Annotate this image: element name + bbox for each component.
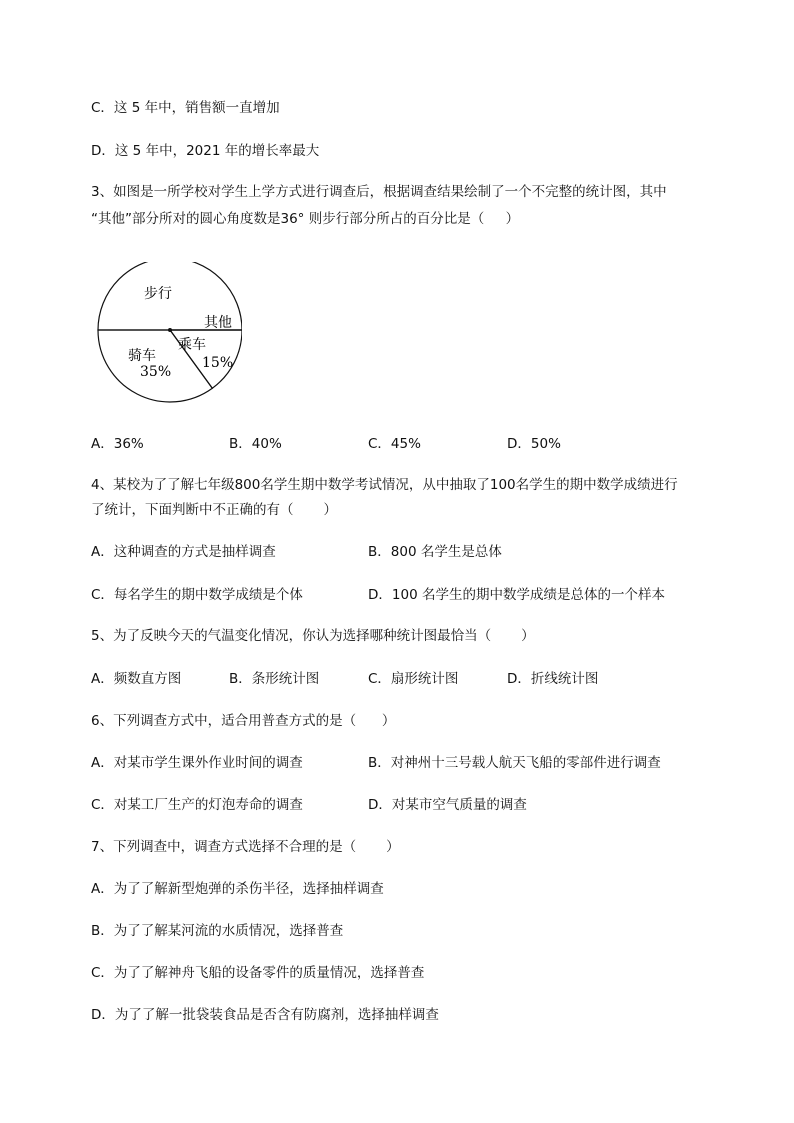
q7-option-d: D．为了了解一批袋装食品是否含有防腐剂，选择抽样调查 — [91, 1007, 439, 1023]
q3-option-c: C．45% — [368, 436, 421, 452]
q4-stem-line1: 4、某校为了了解七年级800名学生期中数学考试情况，从中抽取了100名学生的期中数学成绩进行 — [91, 477, 678, 493]
q6-option-b: B．对神州十三号载人航天飞船的零部件进行调查 — [368, 755, 661, 771]
q2-option-c: C．这 5 年中，销售额一直增加 — [91, 100, 280, 116]
q3-option-a: A．36% — [91, 436, 144, 452]
pie-label-walk: 步行 — [144, 286, 172, 302]
q7-option-c: C．为了了解神舟飞船的设备零件的质量情况，选择普查 — [91, 965, 425, 981]
q2-option-d: D．这 5 年中，2021 年的增长率最大 — [91, 143, 320, 159]
q5-option-c: C．扇形统计图 — [368, 671, 459, 687]
pie-value-bike: 35% — [140, 364, 172, 380]
q5-option-b: B．条形统计图 — [229, 671, 320, 687]
q3-stem-line2: “其他”部分所对的圆心角度数是36° 则步行部分所占的百分比是（ ） — [91, 211, 520, 227]
q4-option-a: A．这种调查的方式是抽样调查 — [91, 544, 276, 560]
q3-option-b: B．40% — [229, 436, 282, 452]
q4-option-c: C．每名学生的期中数学成绩是个体 — [91, 587, 303, 603]
q4-option-d: D．100 名学生的期中数学成绩是总体的一个样本 — [368, 587, 665, 603]
pie-chart — [92, 262, 242, 408]
q7-option-a: A．为了了解新型炮弹的杀伤半径，选择抽样调查 — [91, 881, 384, 897]
pie-value-ride: 15% — [202, 355, 234, 371]
q6-option-c: C．对某工厂生产的灯泡寿命的调查 — [91, 797, 303, 813]
pie-label-bike: 骑车 — [128, 348, 156, 364]
pie-slices — [98, 262, 242, 402]
pie-label-other: 其他 — [204, 315, 232, 331]
q3-stem-line1: 3、如图是一所学校对学生上学方式进行调查后，根据调查结果绘制了一个不完整的统计图，其中 — [91, 184, 667, 200]
q4-stem-line2: 了统计，下面判断中不正确的有（ ） — [91, 502, 338, 518]
q7-option-b: B．为了了解某河流的水质情况，选择普查 — [91, 923, 344, 939]
q5-option-a: A．频数直方图 — [91, 671, 182, 687]
q6-option-d: D．对某市空气质量的调查 — [368, 797, 527, 813]
q3-option-d: D．50% — [507, 436, 561, 452]
q5-stem: 5、为了反映今天的气温变化情况，你认为选择哪种统计图最恰当（ ） — [91, 628, 535, 644]
pie-label-ride: 乘车 — [178, 337, 206, 353]
q6-option-a: A．对某市学生课外作业时间的调查 — [91, 755, 303, 771]
q6-stem: 6、下列调查方式中，适合用普查方式的是（ ） — [91, 713, 396, 729]
pie-center-dot — [168, 328, 172, 332]
q4-option-b: B．800 名学生是总体 — [368, 544, 502, 560]
q7-stem: 7、下列调查中，调查方式选择不合理的是（ ） — [91, 839, 400, 855]
q5-option-d: D．折线统计图 — [507, 671, 599, 687]
